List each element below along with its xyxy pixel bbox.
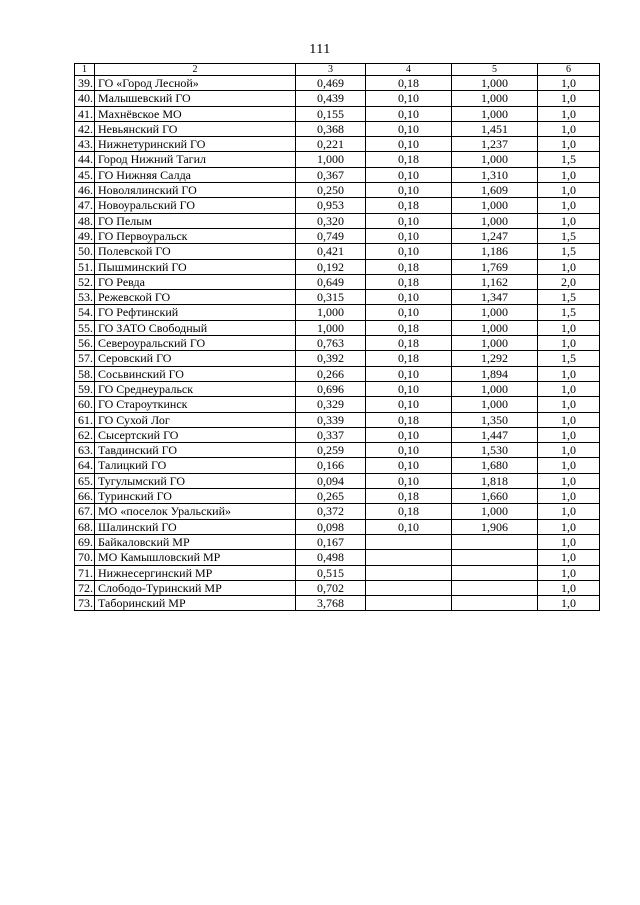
column-4-value: 0,10 <box>366 305 452 320</box>
column-4-value: 0,10 <box>366 183 452 198</box>
column-header: 2 <box>95 64 296 76</box>
column-5-value: 1,451 <box>452 121 538 136</box>
column-4-value: 0,10 <box>366 106 452 121</box>
column-4-value: 0,18 <box>366 320 452 335</box>
column-6-value: 1,0 <box>538 580 600 595</box>
column-5-value: 1,660 <box>452 489 538 504</box>
column-6-value: 1,0 <box>538 183 600 198</box>
column-3-value: 0,166 <box>296 458 366 473</box>
column-6-value: 1,0 <box>538 519 600 534</box>
column-header: 6 <box>538 64 600 76</box>
row-number: 41. <box>75 106 95 121</box>
column-5-value: 1,906 <box>452 519 538 534</box>
row-number: 53. <box>75 290 95 305</box>
municipality-name: ГО Рефтинский <box>95 305 296 320</box>
column-3-value: 0,265 <box>296 489 366 504</box>
municipality-name: МО Камышловский МР <box>95 550 296 565</box>
column-5-value: 1,894 <box>452 366 538 381</box>
column-4-value: 0,10 <box>366 213 452 228</box>
column-4-value: 0,18 <box>366 152 452 167</box>
column-5-value: 1,000 <box>452 320 538 335</box>
municipality-name: ГО Ревда <box>95 274 296 289</box>
column-6-value: 1,0 <box>538 381 600 396</box>
column-6-value: 1,0 <box>538 473 600 488</box>
municipality-name: Серовский ГО <box>95 351 296 366</box>
table-row <box>75 290 600 305</box>
table-row <box>75 580 600 595</box>
column-3-value: 0,337 <box>296 427 366 442</box>
municipality-name: Талицкий ГО <box>95 458 296 473</box>
table-row <box>75 550 600 565</box>
column-5-value: 1,000 <box>452 381 538 396</box>
column-5-value: 1,769 <box>452 259 538 274</box>
column-6-value: 1,0 <box>538 504 600 519</box>
column-3-value: 0,498 <box>296 550 366 565</box>
table-row <box>75 458 600 473</box>
column-5-value: 1,447 <box>452 427 538 442</box>
column-3-value: 0,167 <box>296 534 366 549</box>
column-4-value <box>366 550 452 565</box>
column-3-value: 1,000 <box>296 320 366 335</box>
column-3-value: 0,250 <box>296 183 366 198</box>
row-number: 51. <box>75 259 95 274</box>
column-4-value: 0,10 <box>366 228 452 243</box>
row-number: 64. <box>75 458 95 473</box>
column-3-value: 1,000 <box>296 305 366 320</box>
table-row <box>75 504 600 519</box>
column-3-value: 0,339 <box>296 412 366 427</box>
table-row <box>75 596 600 611</box>
table-row <box>75 320 600 335</box>
column-6-value: 1,0 <box>538 565 600 580</box>
row-number: 52. <box>75 274 95 289</box>
column-header: 1 <box>75 64 95 76</box>
column-3-value: 0,392 <box>296 351 366 366</box>
municipality-name: Невьянский ГО <box>95 121 296 136</box>
column-5-value: 1,000 <box>452 504 538 519</box>
row-number: 73. <box>75 596 95 611</box>
column-3-value: 0,329 <box>296 397 366 412</box>
row-number: 70. <box>75 550 95 565</box>
column-4-value: 0,18 <box>366 412 452 427</box>
column-3-value: 0,953 <box>296 198 366 213</box>
table-row <box>75 366 600 381</box>
row-number: 66. <box>75 489 95 504</box>
column-5-value: 1,000 <box>452 106 538 121</box>
column-6-value: 1,0 <box>538 259 600 274</box>
column-3-value: 0,320 <box>296 213 366 228</box>
column-3-value: 0,098 <box>296 519 366 534</box>
row-number: 72. <box>75 580 95 595</box>
table-header-row <box>75 64 600 76</box>
column-4-value: 0,18 <box>366 198 452 213</box>
column-6-value: 1,0 <box>538 76 600 91</box>
column-3-value: 0,372 <box>296 504 366 519</box>
column-5-value: 1,350 <box>452 412 538 427</box>
municipality-name: Махнёвское МО <box>95 106 296 121</box>
municipality-name: Тавдинский ГО <box>95 443 296 458</box>
column-4-value: 0,18 <box>366 351 452 366</box>
row-number: 59. <box>75 381 95 396</box>
table-row <box>75 565 600 580</box>
column-4-value: 0,18 <box>366 259 452 274</box>
column-5-value: 1,000 <box>452 213 538 228</box>
row-number: 44. <box>75 152 95 167</box>
row-number: 61. <box>75 412 95 427</box>
municipality-name: Новолялинский ГО <box>95 183 296 198</box>
row-number: 46. <box>75 183 95 198</box>
column-5-value: 1,347 <box>452 290 538 305</box>
column-4-value: 0,10 <box>366 91 452 106</box>
municipality-name: ГО «Город Лесной» <box>95 76 296 91</box>
row-number: 48. <box>75 213 95 228</box>
municipality-name: ГО Первоуральск <box>95 228 296 243</box>
table-row <box>75 473 600 488</box>
municipality-name: Пышминский ГО <box>95 259 296 274</box>
column-4-value: 0,10 <box>366 244 452 259</box>
column-6-value: 1,5 <box>538 305 600 320</box>
coefficients-table <box>74 63 600 611</box>
column-5-value: 1,000 <box>452 397 538 412</box>
column-6-value: 1,5 <box>538 244 600 259</box>
column-3-value: 0,155 <box>296 106 366 121</box>
column-5-value <box>452 596 538 611</box>
column-6-value: 1,0 <box>538 458 600 473</box>
column-6-value: 1,0 <box>538 489 600 504</box>
column-3-value: 0,259 <box>296 443 366 458</box>
column-4-value: 0,10 <box>366 381 452 396</box>
table-row <box>75 305 600 320</box>
column-4-value: 0,10 <box>366 167 452 182</box>
column-6-value: 1,0 <box>538 366 600 381</box>
column-4-value: 0,10 <box>366 290 452 305</box>
column-5-value: 1,237 <box>452 137 538 152</box>
column-4-value: 0,10 <box>366 137 452 152</box>
column-3-value: 3,768 <box>296 596 366 611</box>
municipality-name: Малышевский ГО <box>95 91 296 106</box>
column-6-value: 1,5 <box>538 351 600 366</box>
column-6-value: 1,0 <box>538 550 600 565</box>
column-4-value <box>366 596 452 611</box>
table-row <box>75 183 600 198</box>
column-6-value: 1,5 <box>538 290 600 305</box>
column-5-value <box>452 580 538 595</box>
column-5-value: 1,000 <box>452 198 538 213</box>
column-3-value: 0,367 <box>296 167 366 182</box>
column-4-value: 0,18 <box>366 504 452 519</box>
column-3-value: 0,315 <box>296 290 366 305</box>
column-6-value: 1,0 <box>538 167 600 182</box>
row-number: 58. <box>75 366 95 381</box>
column-4-value: 0,18 <box>366 336 452 351</box>
column-3-value: 0,094 <box>296 473 366 488</box>
column-5-value <box>452 534 538 549</box>
municipality-name: ГО Сухой Лог <box>95 412 296 427</box>
table-row <box>75 489 600 504</box>
row-number: 54. <box>75 305 95 320</box>
column-4-value: 0,18 <box>366 489 452 504</box>
column-5-value: 1,310 <box>452 167 538 182</box>
column-3-value: 0,696 <box>296 381 366 396</box>
column-6-value: 1,5 <box>538 152 600 167</box>
column-5-value: 1,000 <box>452 76 538 91</box>
column-3-value: 0,515 <box>296 565 366 580</box>
column-6-value: 1,0 <box>538 397 600 412</box>
row-number: 42. <box>75 121 95 136</box>
table-row <box>75 106 600 121</box>
row-number: 57. <box>75 351 95 366</box>
column-4-value <box>366 565 452 580</box>
column-6-value: 1,0 <box>538 336 600 351</box>
row-number: 50. <box>75 244 95 259</box>
column-6-value: 1,0 <box>538 412 600 427</box>
table-row <box>75 259 600 274</box>
municipality-name: ГО Староуткинск <box>95 397 296 412</box>
column-header: 5 <box>452 64 538 76</box>
municipality-name: Шалинский ГО <box>95 519 296 534</box>
table-row <box>75 244 600 259</box>
row-number: 55. <box>75 320 95 335</box>
column-4-value: 0,10 <box>366 121 452 136</box>
row-number: 43. <box>75 137 95 152</box>
municipality-name: Нижнесергинский МР <box>95 565 296 580</box>
column-5-value: 1,186 <box>452 244 538 259</box>
column-4-value: 0,10 <box>366 458 452 473</box>
municipality-name: Сосьвинский ГО <box>95 366 296 381</box>
column-4-value: 0,10 <box>366 366 452 381</box>
municipality-name: Байкаловский МР <box>95 534 296 549</box>
column-6-value: 1,0 <box>538 443 600 458</box>
row-number: 71. <box>75 565 95 580</box>
column-5-value: 1,247 <box>452 228 538 243</box>
row-number: 49. <box>75 228 95 243</box>
column-6-value: 2,0 <box>538 274 600 289</box>
column-3-value: 0,469 <box>296 76 366 91</box>
municipality-name: Таборинский МР <box>95 596 296 611</box>
table-row <box>75 76 600 91</box>
column-4-value: 0,18 <box>366 76 452 91</box>
column-5-value: 1,000 <box>452 305 538 320</box>
municipality-name: Слободо-Туринский МР <box>95 580 296 595</box>
column-3-value: 0,192 <box>296 259 366 274</box>
table-row <box>75 137 600 152</box>
municipality-name: ГО Среднеуральск <box>95 381 296 396</box>
column-4-value <box>366 580 452 595</box>
column-6-value: 1,0 <box>538 121 600 136</box>
table-row <box>75 152 600 167</box>
page-number: 111 <box>309 42 331 57</box>
row-number: 39. <box>75 76 95 91</box>
row-number: 56. <box>75 336 95 351</box>
column-5-value: 1,292 <box>452 351 538 366</box>
municipality-name: ГО ЗАТО Свободный <box>95 320 296 335</box>
row-number: 47. <box>75 198 95 213</box>
municipality-name: Новоуральский ГО <box>95 198 296 213</box>
column-6-value: 1,0 <box>538 320 600 335</box>
municipality-name: МО «поселок Уральский» <box>95 504 296 519</box>
column-3-value: 0,368 <box>296 121 366 136</box>
municipality-name: ГО Нижняя Салда <box>95 167 296 182</box>
column-3-value: 0,649 <box>296 274 366 289</box>
table-row <box>75 91 600 106</box>
row-number: 45. <box>75 167 95 182</box>
column-5-value: 1,000 <box>452 91 538 106</box>
column-6-value: 1,0 <box>538 106 600 121</box>
column-5-value: 1,530 <box>452 443 538 458</box>
row-number: 40. <box>75 91 95 106</box>
column-3-value: 0,439 <box>296 91 366 106</box>
row-number: 63. <box>75 443 95 458</box>
column-4-value <box>366 534 452 549</box>
column-4-value: 0,18 <box>366 274 452 289</box>
table-row <box>75 274 600 289</box>
column-3-value: 0,266 <box>296 366 366 381</box>
table-row <box>75 381 600 396</box>
column-header: 3 <box>296 64 366 76</box>
table-row <box>75 351 600 366</box>
row-number: 69. <box>75 534 95 549</box>
row-number: 60. <box>75 397 95 412</box>
row-number: 67. <box>75 504 95 519</box>
municipality-name: ГО Пелым <box>95 213 296 228</box>
column-5-value <box>452 550 538 565</box>
column-5-value <box>452 565 538 580</box>
column-5-value: 1,609 <box>452 183 538 198</box>
municipality-name: Город Нижний Тагил <box>95 152 296 167</box>
column-6-value: 1,0 <box>538 91 600 106</box>
column-3-value: 0,763 <box>296 336 366 351</box>
column-6-value: 1,5 <box>538 228 600 243</box>
column-4-value: 0,10 <box>366 519 452 534</box>
column-3-value: 0,221 <box>296 137 366 152</box>
table-body <box>75 76 600 611</box>
table-row <box>75 412 600 427</box>
column-5-value: 1,680 <box>452 458 538 473</box>
table-row <box>75 427 600 442</box>
municipality-name: Нижнетуринский ГО <box>95 137 296 152</box>
column-5-value: 1,818 <box>452 473 538 488</box>
row-number: 65. <box>75 473 95 488</box>
municipality-name: Сысертский ГО <box>95 427 296 442</box>
table-row <box>75 397 600 412</box>
column-3-value: 1,000 <box>296 152 366 167</box>
column-5-value: 1,162 <box>452 274 538 289</box>
column-header: 4 <box>366 64 452 76</box>
municipality-name: Североуральский ГО <box>95 336 296 351</box>
column-3-value: 0,749 <box>296 228 366 243</box>
column-5-value: 1,000 <box>452 336 538 351</box>
table-row <box>75 228 600 243</box>
column-6-value: 1,0 <box>538 198 600 213</box>
column-4-value: 0,10 <box>366 443 452 458</box>
column-3-value: 0,702 <box>296 580 366 595</box>
column-5-value: 1,000 <box>452 152 538 167</box>
column-6-value: 1,0 <box>538 596 600 611</box>
table-row <box>75 121 600 136</box>
table-row <box>75 198 600 213</box>
column-4-value: 0,10 <box>366 473 452 488</box>
table-row <box>75 213 600 228</box>
municipality-name: Полевской ГО <box>95 244 296 259</box>
table-row <box>75 534 600 549</box>
column-6-value: 1,0 <box>538 427 600 442</box>
table-row <box>75 443 600 458</box>
municipality-name: Туринский ГО <box>95 489 296 504</box>
table-row <box>75 336 600 351</box>
municipality-name: Тугулымский ГО <box>95 473 296 488</box>
column-6-value: 1,0 <box>538 137 600 152</box>
municipality-name: Режевской ГО <box>95 290 296 305</box>
row-number: 68. <box>75 519 95 534</box>
column-4-value: 0,10 <box>366 427 452 442</box>
column-6-value: 1,0 <box>538 213 600 228</box>
table-row <box>75 519 600 534</box>
column-6-value: 1,0 <box>538 534 600 549</box>
table-row <box>75 167 600 182</box>
column-4-value: 0,10 <box>366 397 452 412</box>
row-number: 62. <box>75 427 95 442</box>
column-3-value: 0,421 <box>296 244 366 259</box>
